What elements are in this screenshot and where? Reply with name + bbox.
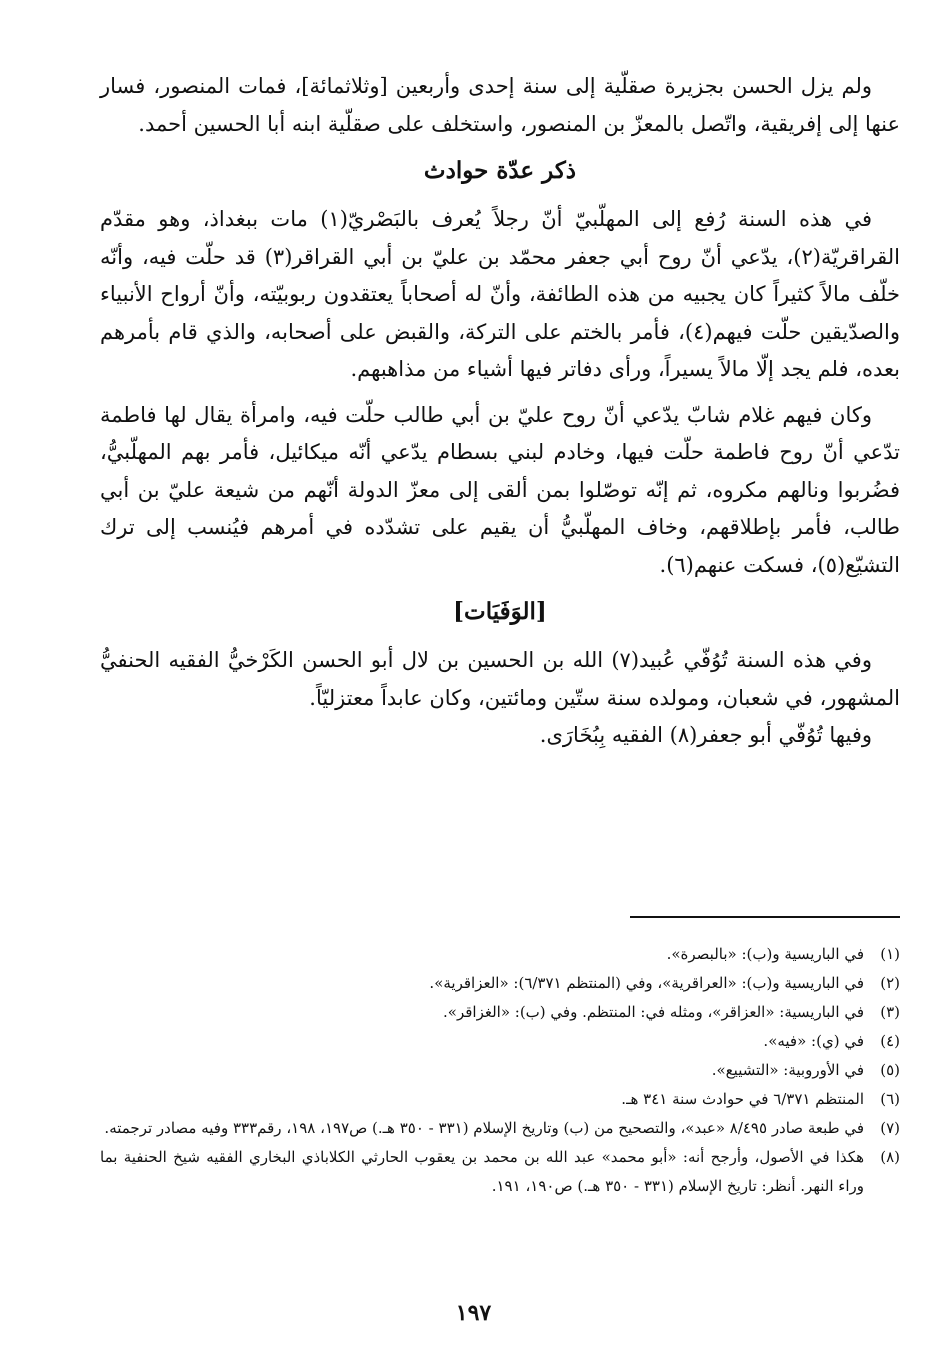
paragraph-deaths-2: وفيها تُوُفّي أبو جعفر(٨) الفقيه بِبُخَارَى. bbox=[539, 723, 872, 747]
footnote-text: في الباريسية: «العزاقر»، ومثله في: المنتظم. وفي (ب): «الغزاقر». bbox=[443, 1003, 864, 1021]
paragraph-events-2: وكان فيهم غلام شابّ يدّعي أنّ روح عليّ بن أبي طالب حلّت فيه، وامرأة يقال لها فاطمة تدّعي أنّ روح فاطمة حلّت فيها، وخادم لبني بسطام يدّعي أنّه ميكائيل، فأمر بهم المهلّبيُّ، فضُربوا ونالهم مكروه، ثم إنّه توصّلوا بمن ألقى إلى معزّ الدولة أنّهم من شيعة عليّ بن أبي طالب، فأمر بإطلاقهم، وخاف المهلّبيُّ أن يقيم على تشدّده في أمرهم فيُنسب إلى ترك التشيّع(٥)، فسكت عنهم(٦). bbox=[100, 402, 900, 577]
footnote-text: في طبعة صادر ٨/٤٩٥ «عبد»، والتصحيح من (ب) وتاريخ الإسلام (٣٣١ - ٣٥٠ هـ.) ص١٩٧، ١٩٨، رقم٣٣٣ وفيه مصادر ترجمته. bbox=[104, 1119, 864, 1137]
footnotes-list bbox=[100, 940, 900, 1201]
footnote-text: في الأوروبية: «التشييع». bbox=[711, 1061, 864, 1079]
footnote-number: (٣) bbox=[880, 1003, 900, 1021]
footnote-number: (٨) bbox=[880, 1148, 900, 1166]
footnote-divider bbox=[630, 916, 900, 918]
section-heading-deaths: [الوَفَيَات] bbox=[453, 598, 547, 625]
footnote-number: (٧) bbox=[880, 1119, 900, 1137]
footnote-item bbox=[100, 1027, 900, 1056]
footnote-number: (٢) bbox=[880, 974, 900, 992]
page-body bbox=[100, 68, 900, 755]
footnote-text: المنتظم ٦/٣٧١ في حوادث سنة ٣٤١ هـ. bbox=[621, 1090, 864, 1108]
footnote-text: هكذا في الأصول، وأرجح أنه: «أبو محمد» عبد الله بن محمد بن يعقوب الحارثي الكلاباذي البخاري الفقيه شيخ الحنفية بما وراء النهر. أنظر: تاريخ الإسلام (٣٣١ - ٣٥٠ هـ.) ص١٩٠، ١٩١. bbox=[100, 1148, 864, 1195]
footnote-text: في الباريسية و(ب): «العراقرية»، وفي (المنتظم ٦/٣٧١): «العزاقرية». bbox=[429, 974, 864, 992]
footnote-text: في الباريسية و(ب): «بالبصرة». bbox=[666, 945, 864, 963]
footnote-number: (٥) bbox=[880, 1061, 900, 1079]
footnote-item bbox=[100, 998, 900, 1027]
section-heading-events: ذكر عدّة حوادث bbox=[423, 157, 577, 184]
page-number: ١٩٧ bbox=[455, 1300, 492, 1326]
footnote-item bbox=[100, 1056, 900, 1085]
footnote-number: (١) bbox=[880, 945, 900, 963]
footnote-item bbox=[100, 1143, 900, 1201]
paragraph-deaths-1: وفي هذه السنة تُوُفّي عُبيد(٧) الله بن الحسين بن لال أبو الحسن الكَرْخيُّ الفقيه الحنفيُّ المشهور، في شعبان، ومولده سنة ستّين ومائتين، وكان عابداً معتزليّاً. bbox=[100, 648, 900, 710]
intro-paragraph: ولم يزل الحسن بجزيرة صقلّية إلى سنة إحدى وأربعين [وثلاثمائة]، فمات المنصور، فسار عنها إلى إفريقية، واتّصل بالمعزّ بن المنصور، واستخلف على صقلّية ابنه أبا الحسين أحمد. bbox=[100, 74, 900, 136]
main-text bbox=[100, 68, 900, 755]
paragraph-events-1: في هذه السنة رُفع إلى المهلّبيّ أنّ رجلاً يُعرف بالبَصْريّ(١) مات ببغداذ، وهو مقدّم القراقريّة(٢)، يدّعي أنّ روح أبي جعفر محمّد بن عليّ بن أبي القراقر(٣) قد حلّت فيه، وأنّه خلّف مالاً كثيراً كان يجبيه من هذه الطائفة، وأنّ له أصحاباً يعتقدون ربوبيّته، وأنّ أرواح الأنبياء والصدّيقين حلّت فيهم(٤)، فأمر بالختم على التركة، والقبض على أصحابه، والذي قام بأمرهم بعده، فلم يجد إلّا مالاً يسيراً، ورأى دفاتر فيها أشياء من مذاهبهم. bbox=[100, 207, 900, 381]
footnote-item bbox=[100, 1085, 900, 1114]
footnote-number: (٦) bbox=[880, 1090, 900, 1108]
footnote-item bbox=[100, 1114, 900, 1143]
footnote-number: (٤) bbox=[880, 1032, 900, 1050]
footnote-text: في (ي): «فيه». bbox=[763, 1032, 864, 1050]
footnote-item bbox=[100, 969, 900, 998]
footnote-item bbox=[100, 940, 900, 969]
